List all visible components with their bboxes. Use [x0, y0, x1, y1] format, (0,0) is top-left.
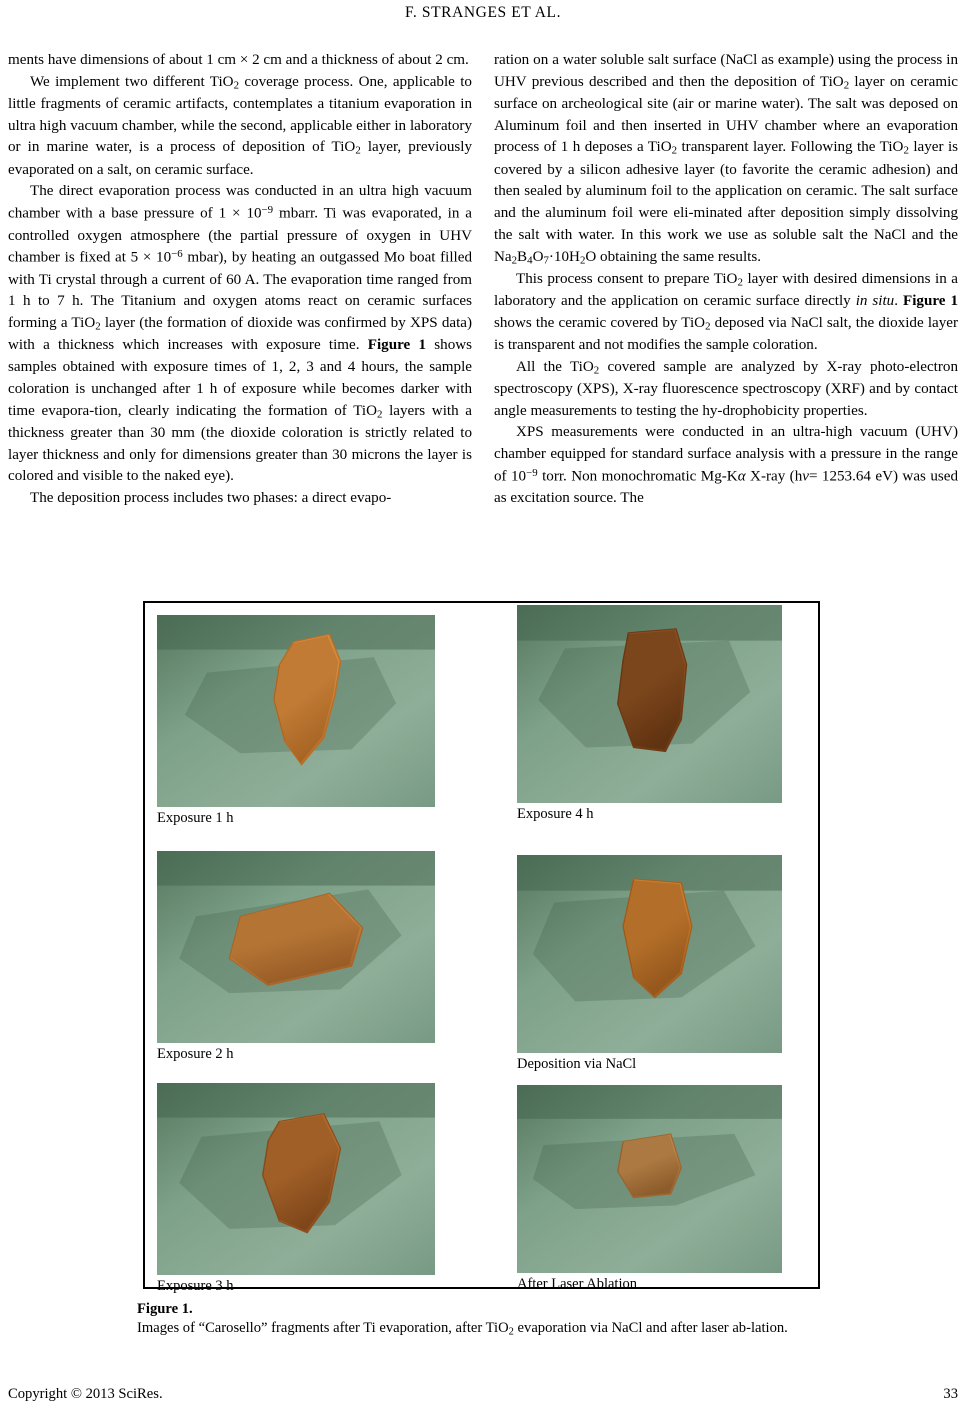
- running-head: F. STRANGES ET AL.: [404, 4, 562, 21]
- figure-1-box: [143, 601, 820, 1294]
- paragraph: XPS measurements were conducted in an ultra-high vacuum (UHV) chamber equipped for standard surface analysis with a pressure in the range of $10^{-9}$ torr. Non monochromatic Mg-Kα X-ray (hν= 1253.64 eV) was used as excitation source. The: [494, 424, 958, 507]
- paragraph: ments have dimensions of about 1 cm × 2 cm and a thickness of about 2 cm.: [8, 52, 469, 68]
- panel-label-exposure-4h: Exposure 4 h: [517, 806, 594, 822]
- figure-caption-head: Figure 1.: [137, 1301, 193, 1317]
- panel-label-after-laser-ablation: After Laser Ablation: [517, 1276, 637, 1292]
- figure-panels-container: [145, 603, 818, 1294]
- paragraph: We implement two different TiO$_2$ coverage process. One, applicable to little fragments of ceramic artifacts, contemplates a titanium evaporation in ultra high vacuum chamber, while the second, applicable either in laboratory or in marine water, is a process of deposition of TiO$_2$ layer, previously evaporated on a salt, on ceramic surface.: [8, 73, 472, 178]
- panel-label-exposure-3h: Exposure 3 h: [157, 1278, 234, 1294]
- panel-label-exposure-2h: Exposure 2 h: [157, 1046, 234, 1062]
- photo-exposure-1h: [157, 615, 435, 807]
- page-number: 33: [943, 1386, 958, 1402]
- paragraph: ration on a water soluble salt surface (NaCl as example) using the process in UHV previous described and then the deposition of TiO$_2$ layer on ceramic surface on archeological site (air or marine water). The salt was deposed on Aluminum foil and then inserted in UHV chamber where an evaporation process of 1 h deposes a TiO$_2$ transparent layer. Following the TiO$_2$ layer is covered by a silicon adhesive layer (to favorite the ceramic adhesion) and then sealed by aluminum foil to the application on ceramic. The salt surface and the aluminum foil were eli-minated after deposition simply dissolving the salt with water. In this work we use as soluble salt the NaCl and the $Na_2B_4O_7\cdot 10H_2O$ obtaining the same results.: [494, 52, 959, 267]
- panel-label-deposition-via-nacl: Deposition via NaCl: [517, 1056, 637, 1072]
- figure-panel-exposure-3h: [157, 1083, 435, 1275]
- figure-panel-exposure-1h: [157, 615, 435, 807]
- photo-exposure-2h: [157, 851, 435, 1043]
- left-text-column: [8, 50, 472, 510]
- photo-after-laser-ablation: [517, 1085, 782, 1273]
- photo-deposition-via-nacl: [517, 855, 782, 1053]
- paragraph: The deposition process includes two phases: a direct evapo-: [30, 490, 392, 507]
- paragraph: The direct evaporation process was conducted in an ultra high vacuum chamber with a base pressure of $1 \times 10^{-9}$ mbarr. Ti was evaporated, in a controlled oxygen atmosphere (the partial pressure of oxygen in UHV chamber is fixed at $5 \times 10^{-6}$ mbar), by heating an outgassed Mo boat filled with Ti crystal through a current of 60 A. The evaporation time ranged from 1 h to 7 h. The Titanium and oxygen atoms react on ceramic surfaces forming a TiO$_2$ layer (the formation of dioxide was confirmed by XPS data) with a thickness which increases with exposure time. Figure 1 shows samples obtained with exposure times of 1, 2, 3 and 4 hours, the sample coloration is unchanged after 1 h of exposure while becomes darker with time evapora-tion, clearly indicating the formation of TiO$_2$ layers with a thickness greater than 30 mm (the dioxide coloration is strictly related to layer thickness and only for dimensions greater than 30 microns the layer is colored and visible to the naked eye).: [8, 183, 473, 485]
- page-footer: [8, 1386, 958, 1403]
- figure-panel-deposition-via-nacl: [517, 855, 782, 1053]
- photo-exposure-3h: [157, 1083, 435, 1275]
- figure-panel-exposure-4h: [517, 605, 782, 803]
- figure-panel-after-laser-ablation: [517, 1085, 782, 1273]
- figure-caption: [137, 1300, 827, 1340]
- figure-panel-exposure-2h: [157, 851, 435, 1043]
- figure-caption-body: Images of “Carosello” fragments after Ti evaporation, after TiO$_2$ evaporation via NaCl and after laser ab-lation.: [137, 1320, 788, 1338]
- body-columns: [8, 50, 958, 510]
- copyright-notice: Copyright © 2013 SciRes.: [8, 1386, 163, 1402]
- paragraph: All the TiO$_2$ covered sample are analyzed by X-ray photo-electron spectroscopy (XPS), X-ray fluorescence spectroscopy (XRF) and by contact angle measurements to testing the hy-drophobicity properties.: [494, 358, 958, 419]
- panel-label-exposure-1h: Exposure 1 h: [157, 810, 234, 826]
- right-text-column: [494, 50, 958, 510]
- paragraph: This process consent to prepare TiO$_2$ layer with desired dimensions in a laboratory and the application on ceramic surface directly in situ. Figure 1 shows the ceramic covered by TiO$_2$ deposed via NaCl salt, the dioxide layer is transparent and not modifies the sample coloration.: [494, 270, 958, 353]
- photo-exposure-4h: [517, 605, 782, 803]
